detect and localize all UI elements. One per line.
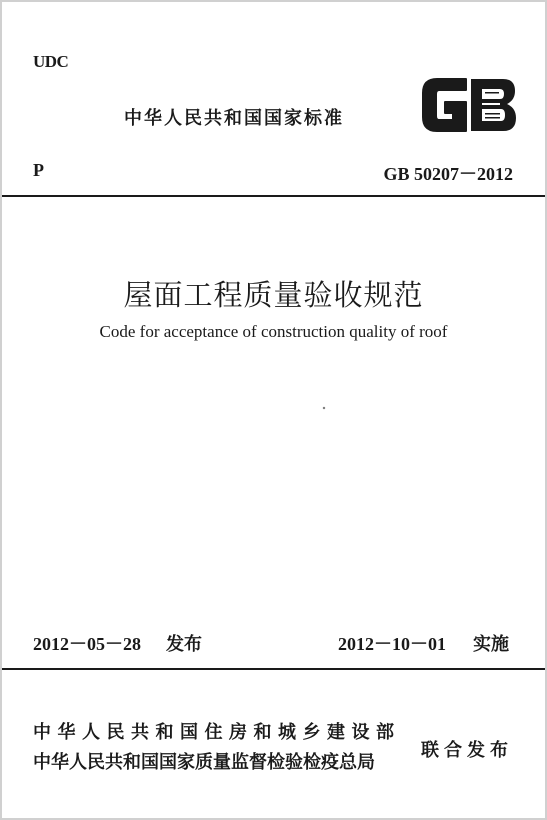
header-divider bbox=[2, 195, 545, 197]
issue-date: 2012－05－28 bbox=[33, 634, 141, 654]
page-border-left bbox=[0, 0, 2, 820]
page-border-top bbox=[0, 0, 547, 2]
footer-divider bbox=[2, 668, 545, 670]
effective-date: 2012－10－01 bbox=[338, 634, 446, 654]
print-speck bbox=[323, 407, 326, 410]
standard-number: GB 50207－2012 bbox=[383, 164, 513, 184]
issue-label: 发布 bbox=[166, 634, 202, 655]
issuer-administration: 中华人民共和国国家质量监督检验检疫总局 bbox=[33, 752, 375, 773]
standard-type-title: 中华人民共和国国家标准 bbox=[124, 108, 344, 129]
issuer-ministry: 中华人民共和国住房和城乡建设部 bbox=[33, 722, 401, 743]
effective-label: 实施 bbox=[473, 634, 509, 655]
document-title-english: Code for acceptance of construction quality of roof bbox=[99, 322, 448, 341]
document-title-chinese: 屋面工程质量验收规范 bbox=[123, 280, 424, 312]
classification-code: P bbox=[33, 160, 44, 180]
gb-logo-icon bbox=[419, 76, 519, 134]
joint-issue-label: 联合发布 bbox=[421, 740, 513, 761]
udc-label: UDC bbox=[33, 52, 69, 71]
